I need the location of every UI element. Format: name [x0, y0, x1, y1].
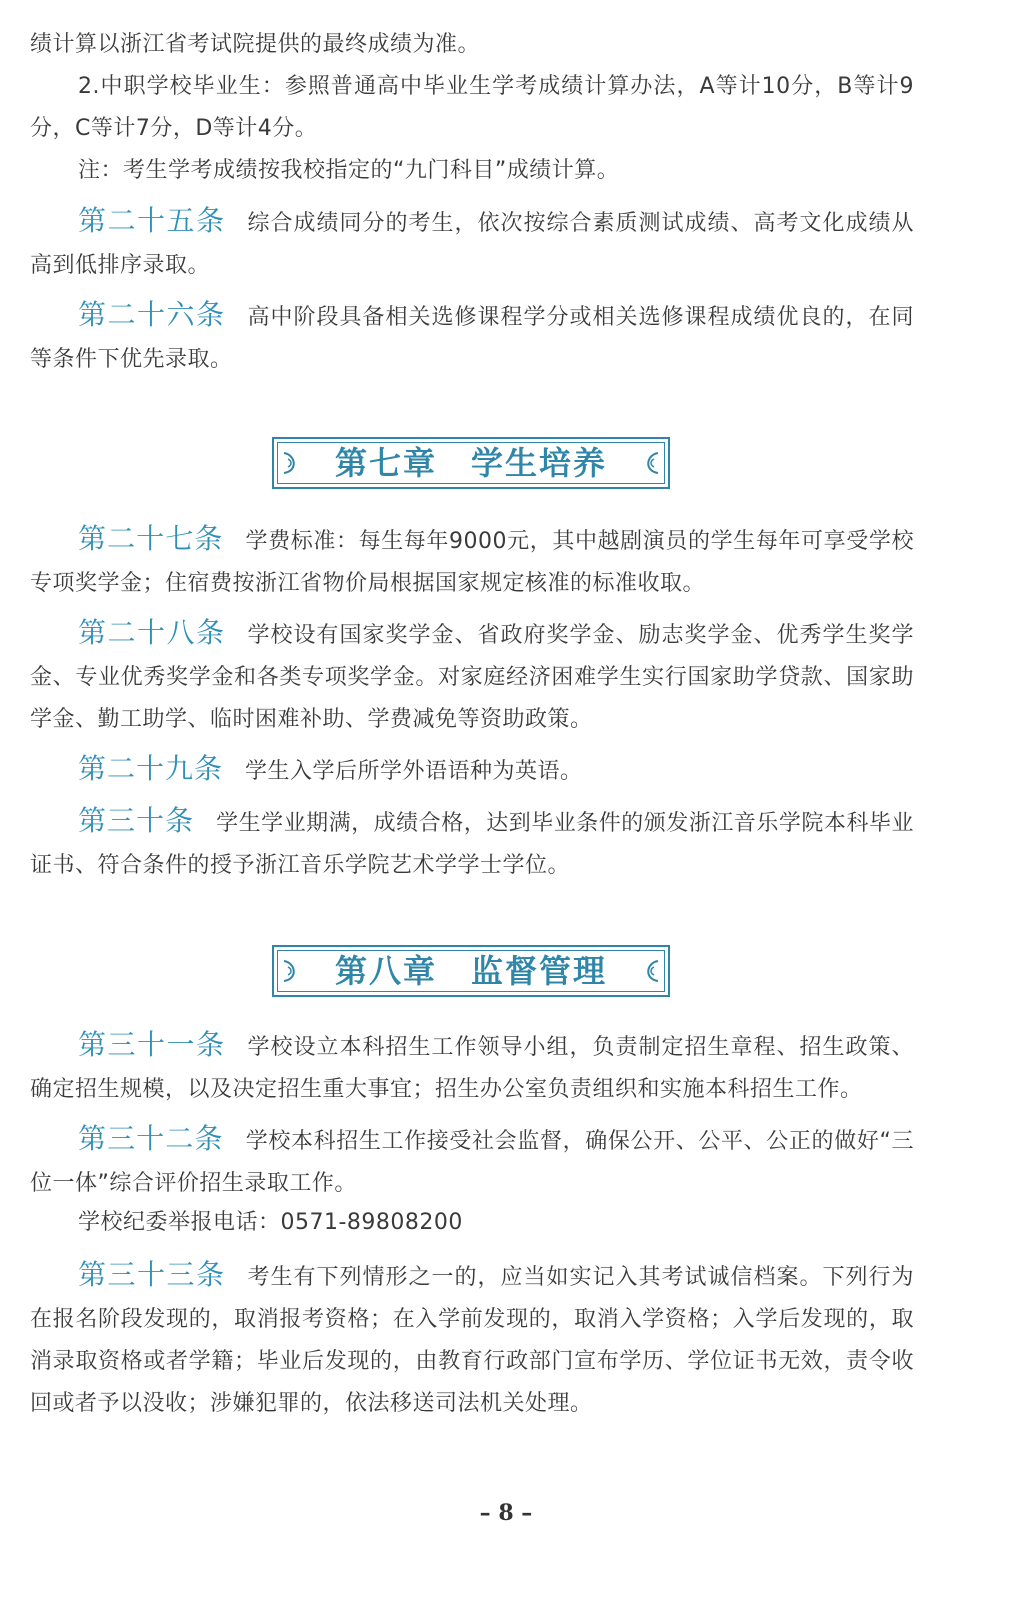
article-text: 学校本科招生工作接受社会监督，确保公开、公平、公正的做好“三位一体”综合评价招生录取工作。 — [30, 1129, 914, 1196]
article-label: 第二十七条 — [78, 522, 224, 555]
article-29 — [30, 748, 914, 793]
article-label: 第三十二条 — [78, 1122, 224, 1155]
article-label: 第三十三条 — [78, 1258, 226, 1291]
article-text: 高中阶段具备相关选修课程学分或相关选修课程成绩优良的，在同等条件下优先录取。 — [30, 305, 914, 372]
paragraph-continuation — [30, 24, 914, 66]
article-label: 第二十九条 — [78, 752, 224, 785]
article-text: 综合成绩同分的考生，依次按综合素质测试成绩、高考文化成绩从高到低排序录取。 — [30, 211, 914, 278]
article-label: 第三十条 — [78, 804, 195, 837]
article-text: 学生学业期满，成绩合格，达到毕业条件的颁发浙江音乐学院本科毕业证书、符合条件的授予浙江音乐学院艺术学学士学位。 — [30, 811, 914, 878]
article-text: 学费标准：每生每年9000元，其中越剧演员的学生每年可享受学校专项奖学金；住宿费按浙江省物价局根据国家规定核准的标准收取。 — [30, 529, 914, 596]
scroll-curl-icon — [640, 451, 662, 475]
chapter-title: 第七章 学生培养 — [334, 444, 607, 482]
article-31 — [30, 1024, 914, 1111]
article-text: 考生有下列情形之一的，应当如实记入其考试诚信档案。下列行为在报名阶段发现的，取消报考资格；在入学前发现的，取消入学资格；入学后发现的，取消录取资格或者学籍；毕业后发现的，由教育行政部门宣布学历、学位证书无效，责令收回或者予以没收；涉嫌犯罪的，依法移送司法机关处理。 — [30, 1265, 914, 1416]
chapter-title: 第八章 监督管理 — [334, 952, 607, 990]
article-label: 第三十一条 — [78, 1028, 226, 1061]
article-30 — [30, 800, 914, 887]
article-28 — [30, 612, 914, 741]
article-label: 第二十八条 — [78, 616, 226, 649]
hotline-text: 学校纪委举报电话：0571-89808200 — [78, 1210, 463, 1235]
article-27 — [30, 518, 914, 605]
article-32 — [30, 1118, 914, 1205]
paragraph-text: 2.中职学校毕业生：参照普通高中毕业生学考成绩计算办法，A等计10分，B等计9分，C等计7分，D等计4分。 — [30, 74, 914, 141]
page-number: – 8 – — [479, 1500, 533, 1526]
article-text: 学校设有国家奖学金、省政府奖学金、励志奖学金、优秀学生奖学金、专业优秀奖学金和各类专项奖学金。对家庭经济困难学生实行国家助学贷款、国家助学金、勤工助学、临时困难补助、学费减免等资助政策。 — [30, 623, 914, 732]
hotline-line — [30, 1202, 914, 1244]
chapter-7-heading — [272, 437, 670, 489]
article-text: 学校设立本科招生工作领导小组，负责制定招生章程、招生政策、确定招生规模，以及决定招生重大事宜；招生办公室负责组织和实施本科招生工作。 — [30, 1035, 914, 1102]
article-33 — [30, 1254, 914, 1425]
chapter-8-heading — [272, 945, 670, 997]
paragraph-text: 绩计算以浙江省考试院提供的最终成绩为准。 — [30, 32, 481, 57]
article-25 — [30, 200, 914, 287]
scroll-curl-icon — [640, 959, 662, 983]
article-26 — [30, 294, 914, 381]
article-text: 学生入学后所学外语语种为英语。 — [245, 759, 583, 784]
article-label: 第二十六条 — [78, 298, 226, 331]
article-label: 第二十五条 — [78, 204, 226, 237]
paragraph-note — [30, 150, 914, 192]
paragraph-vocational — [30, 66, 914, 150]
paragraph-text: 注：考生学考成绩按我校指定的“九门科目”成绩计算。 — [78, 158, 620, 183]
